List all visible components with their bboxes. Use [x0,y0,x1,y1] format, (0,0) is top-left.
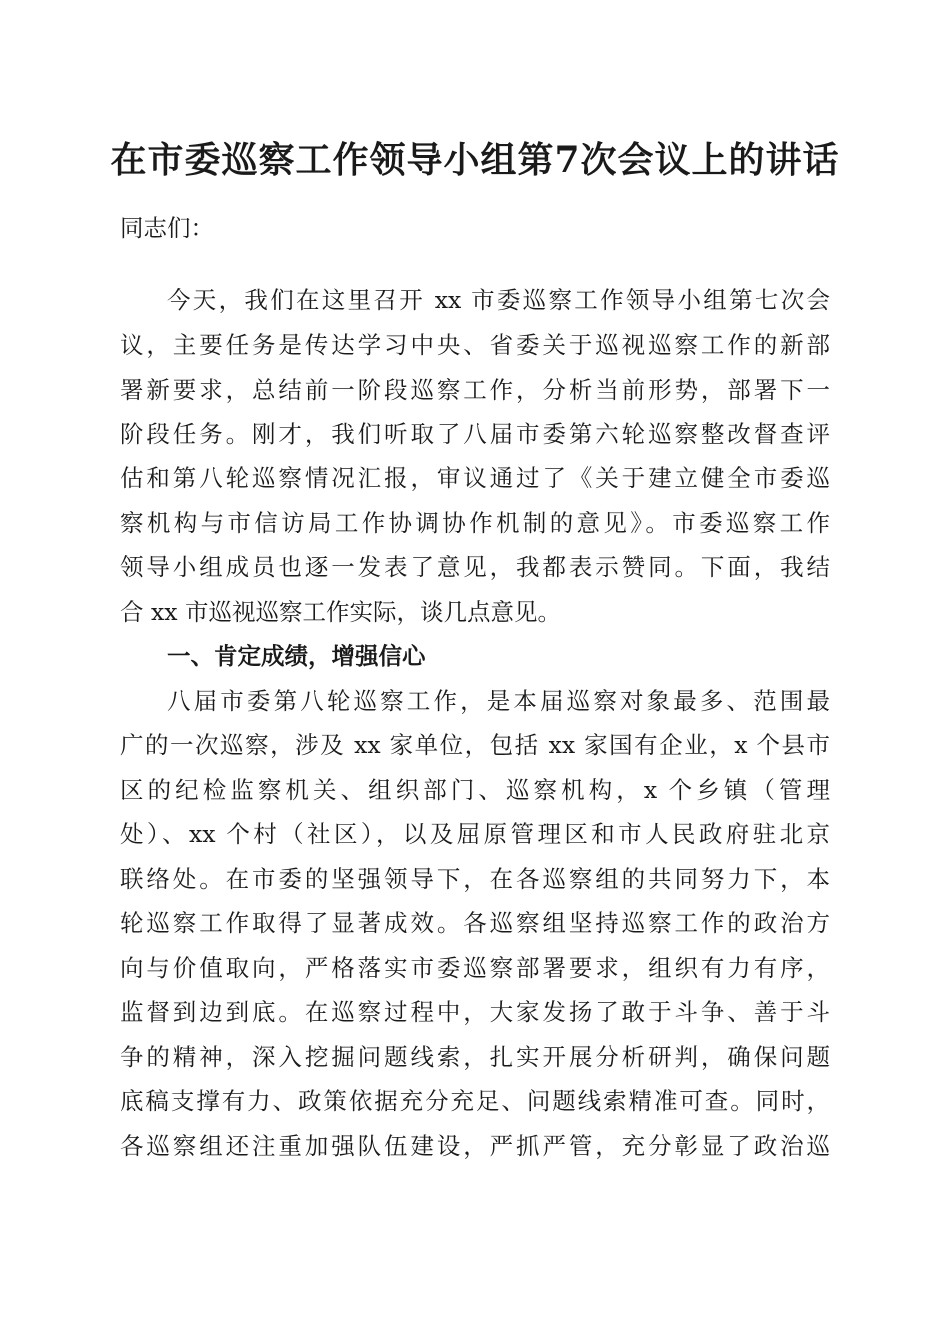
paragraph-line: 处）、xx 个村（社区），以及屈原管理区和市人民政府驻北京 [120,820,830,848]
paragraph-line: 合 xx 市巡视巡察工作实际，谈几点意见。 [120,598,561,626]
paragraph-line: 议，主要任务是传达学习中央、省委关于巡视巡察工作的新部 [120,331,830,359]
greeting: 同志们： [120,214,214,242]
paragraph-line: 今天，我们在这里召开 xx 市委巡察工作领导小组第七次会 [167,286,830,314]
paragraph-line: 轮巡察工作取得了显著成效。各巡察组坚持巡察工作的政治方 [120,909,830,937]
paragraph-line: 估和第八轮巡察情况汇报，审议通过了《关于建立健全市委巡 [120,464,830,492]
section-heading: 一、肯定成绩，增强信心 [167,642,426,670]
paragraph-line: 各巡察组还注重加强队伍建设，严抓严管，充分彰显了政治巡 [120,1132,830,1160]
paragraph-line: 署新要求，总结前一阶段巡察工作，分析当前形势，部署下一 [120,376,830,404]
paragraph-line: 监督到边到底。在巡察过程中，大家发扬了敢于斗争、善于斗 [120,998,830,1026]
paragraph-line: 区的纪检监察机关、组织部门、巡察机构，x 个乡镇（管理 [120,776,830,804]
paragraph-line: 领导小组成员也逐一发表了意见，我都表示赞同。下面，我结 [120,553,830,581]
paragraph-line: 广的一次巡察，涉及 xx 家单位，包括 xx 家国有企业，x 个县市 [120,731,830,759]
paragraph-line: 联络处。在市委的坚强领导下，在各巡察组的共同努力下，本 [120,865,830,893]
document-title: 在市委巡察工作领导小组第7次会议上的讲话 [110,139,840,181]
paragraph-line: 底稿支撑有力、政策依据充分充足、问题线索精准可查。同时， [120,1087,830,1115]
paragraph-line: 阶段任务。刚才，我们听取了八届市委第六轮巡察整改督查评 [120,420,830,448]
paragraph-line: 向与价值取向，严格落实市委巡察部署要求，组织有力有序， [120,954,830,982]
paragraph-line: 争的精神，深入挖掘问题线索，扎实开展分析研判，确保问题 [120,1043,830,1071]
paragraph-line: 察机构与市信访局工作协调协作机制的意见》。市委巡察工作 [120,509,830,537]
paragraph-line: 八届市委第八轮巡察工作，是本届巡察对象最多、范围最 [167,687,830,715]
